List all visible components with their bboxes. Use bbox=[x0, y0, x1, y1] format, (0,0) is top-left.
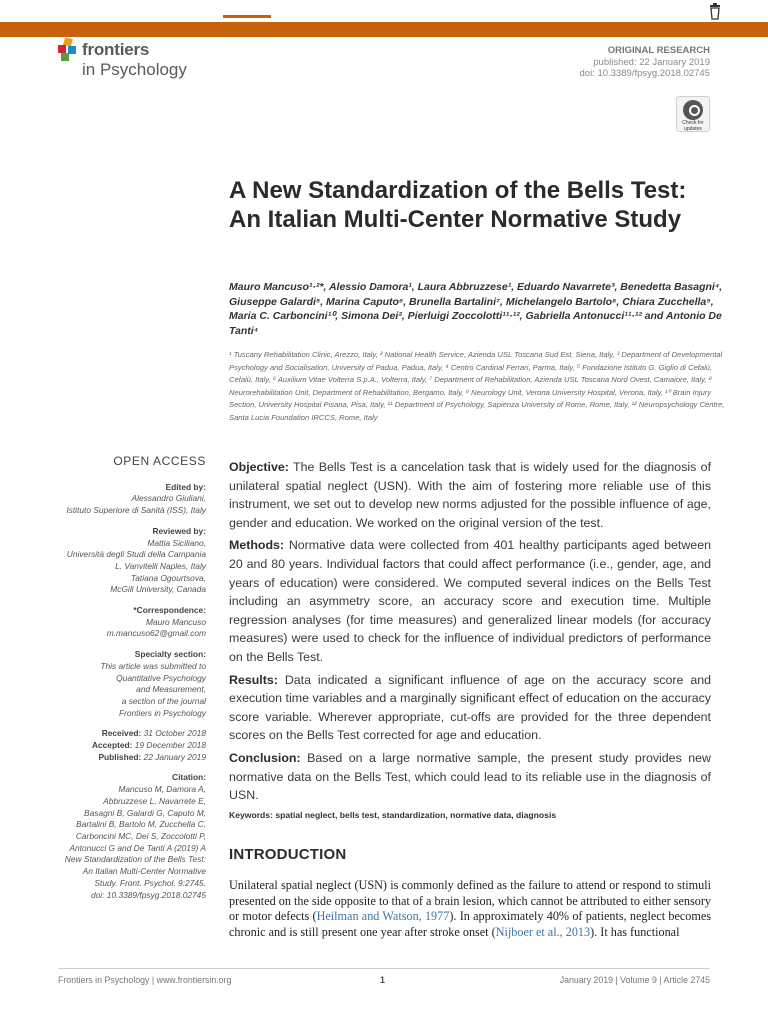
edited-by-section bbox=[40, 482, 206, 517]
active-tab-indicator bbox=[223, 15, 271, 18]
correspondence-section bbox=[40, 605, 206, 640]
received-date bbox=[40, 728, 206, 740]
citation-line: Carboncini MC, Dei S, Zoccolotti P, bbox=[75, 830, 206, 841]
citation-line: Mancuso M, Damora A, bbox=[118, 784, 206, 795]
specialty-heading: Specialty section: bbox=[134, 649, 206, 660]
abstract-methods bbox=[229, 536, 711, 666]
citation-line: Abbruzzese L, Navarrete E, bbox=[103, 795, 206, 806]
doi[interactable]: doi: 10.3389/fpsyg.2018.02745 bbox=[579, 68, 710, 79]
check-for-updates-badge[interactable] bbox=[676, 96, 710, 132]
specialty-section bbox=[40, 649, 206, 719]
accepted-date bbox=[40, 740, 206, 752]
edited-by-heading: Edited by: bbox=[165, 481, 206, 492]
published-date-side bbox=[40, 752, 206, 764]
results-text: Data indicated a significant influence of age on the accuracy score and execution time variables and a marginally significant effect of education on the accuracy score variable. Wherever appropriate, cut-offs are provided for the three dependent scores on the Bells Test corrected for age and education. bbox=[229, 672, 711, 743]
check-updates-label-1: Check for bbox=[682, 120, 704, 126]
keywords: Keywords: spatial neglect, bells test, standardization, normative data, diagnosis bbox=[229, 810, 557, 820]
reviewer-line: L. Vanvitelli Naples, Italy bbox=[115, 560, 206, 571]
intro-text: Unilateral spatial neglect (USN) is commonly defined as the failure to attend or respond to stimuli presented on the side opposite to that of a brain lesion, which cannot be attributed to either sensory or motor defects ( bbox=[229, 878, 711, 924]
accepted-label: Accepted: bbox=[91, 740, 133, 751]
methods-heading: Methods: bbox=[229, 538, 285, 553]
article-type: ORIGINAL RESEARCH bbox=[607, 45, 710, 56]
citation-line: doi: 10.3389/fpsyg.2018.02745 bbox=[90, 889, 206, 900]
footer-page-number: 1 bbox=[380, 975, 385, 985]
citation-section bbox=[40, 772, 206, 901]
trash-icon[interactable] bbox=[708, 2, 722, 20]
footer-journal[interactable]: Frontiers in Psychology | www.frontiersin.org bbox=[58, 975, 232, 985]
specialty-line: and Measurement, bbox=[136, 684, 206, 695]
frontiers-logo-icon bbox=[58, 38, 80, 62]
reviewed-by-section bbox=[40, 526, 206, 596]
published-date: published: 22 January 2019 bbox=[593, 56, 710, 68]
correspondence-email[interactable]: m.mancuso62@gmail.com bbox=[106, 628, 206, 639]
specialty-line: Quantitative Psychology bbox=[116, 672, 206, 683]
correspondence-name: Mauro Mancuso bbox=[145, 616, 206, 627]
check-updates-icon bbox=[683, 100, 703, 120]
citation-link[interactable]: Nijboer et al., 2013 bbox=[495, 924, 591, 939]
specialty-line: This article was submitted to bbox=[100, 660, 206, 671]
correspondence-heading: *Correspondence: bbox=[133, 605, 206, 616]
abstract-conclusion bbox=[229, 749, 711, 805]
editor-affiliation: Istituto Superiore di Sanità (ISS), Italy bbox=[66, 505, 206, 516]
conclusion-heading: Conclusion: bbox=[229, 750, 301, 765]
reviewer-line: McGill University, Canada bbox=[110, 584, 206, 595]
citation-line: An Italian Multi-Center Normative bbox=[82, 866, 206, 877]
citation-line: Bartalini B, Bartolo M, Zucchella C, bbox=[76, 819, 206, 830]
reviewer-line: Mattia Siciliano, bbox=[147, 537, 206, 548]
footer-divider bbox=[58, 968, 710, 969]
citation-line: Study. Front. Psychol. 9:2745. bbox=[94, 877, 206, 888]
footer-issue: January 2019 | Volume 9 | Article 2745 bbox=[559, 975, 710, 985]
reviewed-by-heading: Reviewed by: bbox=[152, 525, 206, 536]
accepted-value: 19 December 2018 bbox=[134, 740, 206, 751]
published-label: Published: bbox=[98, 751, 142, 762]
abstract-results bbox=[229, 671, 711, 745]
objective-text: The Bells Test is a cancelation task that is widely used for the diagnosis of unilateral spatial neglect (USN). With the aim of fostering more reliable use of this instrument, we set out to develop new norms adjusted for the possible influence of age, gender and education. We worked on the original version of the test. bbox=[229, 460, 712, 530]
dates-section bbox=[40, 728, 206, 763]
citation-link[interactable]: Heilman and Watson, 1977 bbox=[316, 909, 450, 924]
abstract-objective bbox=[229, 458, 711, 532]
journal-name-line1: frontiers bbox=[82, 40, 150, 59]
check-updates-label-2: updates bbox=[684, 125, 702, 132]
objective-heading: Objective: bbox=[229, 460, 289, 474]
editor-name: Alessandro Giuliani, bbox=[131, 493, 206, 504]
specialty-line: a section of the journal bbox=[121, 695, 206, 706]
open-access-label: OPEN ACCESS bbox=[113, 454, 206, 468]
journal-name-line2: in Psychology bbox=[82, 60, 187, 79]
citation-line: Antonucci G and De Tanti A (2019) A bbox=[69, 842, 206, 853]
results-heading: Results: bbox=[229, 672, 278, 687]
top-bar bbox=[0, 0, 768, 37]
methods-text: Normative data were collected from 401 healthy participants aged between 20 and 80 years. Individual factors that could affect performance (i.e., gender, age, and years of education) were considered. We computed several indices on the Bells Test including an asymmetry score, an accuracy score and execution time. Multiple regression analyses (for time measures) and generalized linear models (for accuracy measures) were used to check for the influence of individual predictors of performance on the Bells Test. bbox=[229, 538, 711, 664]
article-title: A New Standardization of the Bells Test: An Italian Multi-Center Normative Study bbox=[229, 177, 687, 233]
citation-line: New Standardization of the Bells Test: bbox=[64, 854, 206, 865]
journal-logo bbox=[58, 34, 208, 84]
citation-line: Basagni B, Galardi G, Caputo M, bbox=[84, 807, 206, 818]
citation-heading: Citation: bbox=[172, 772, 206, 783]
received-label: Received: bbox=[101, 728, 142, 739]
published-value: 22 January 2019 bbox=[143, 751, 206, 762]
article-sidebar bbox=[40, 456, 206, 910]
abstract bbox=[229, 458, 711, 809]
reviewer-line: Tatiana Ogourtsova, bbox=[130, 572, 206, 583]
conclusion-text: Based on a large normative sample, the present study provides new normative data on the Bells Test, which could lead to its reliable use in the diagnosis of USN. bbox=[229, 750, 711, 803]
article-meta bbox=[580, 45, 710, 80]
author-list[interactable]: Mauro Mancuso¹·²*, Alessio Damora¹, Laura Abbruzzese¹, Eduardo Navarrete³, Benedetta Basagni⁴, Giuseppe Galardi⁵, Marina Caputo⁶, Brunella Bartalini⁷, Michelangelo Bartolo⁸, Chiara Zucchella⁹, Maria C. Carboncini¹⁰, Simona Dei², Pierluigi Zoccolotti¹¹·¹², Gabriella Antonucci¹¹·¹² and Antonio De Tanti⁴ bbox=[229, 281, 723, 337]
reviewer-line: Università degli Studi della Campania bbox=[66, 549, 206, 560]
intro-paragraph bbox=[229, 878, 711, 940]
intro-text: ). It has functional bbox=[590, 924, 680, 939]
affiliations: ¹ Tuscany Rehabilitation Clinic, Arezzo, Italy, ² National Health Service, Azienda USL Toscana Sud Est, Siena, Italy, ³ Department of Developmental Psychology and Socialisation, University of Padua, Padua, Italy, ⁴ Centro Cardinal Ferrari, Parma, Italy, ⁵ Fondazione Istituto G. Giglio di Cefalù, Cefalù, Italy, ⁶ Auxilium Vitae Volterra S.p.A., Volterra, Italy, ⁷ Department of Rehabilitation, Azienda USL Toscana Nord Ovest, Camaiore, Italy, ⁸ Neurorehabilitation Unit, Department of Rehabilitation, Bergamo, Italy, ⁹ Neurology Unit, Verona University Hospital, Verona, Italy, ¹⁰ Brain Injury Section, University Hospital Pisana, Pisa, Italy, ¹¹ Department of Psychology, Sapienza University of Rome, Rome, Italy, ¹² Neuropsychology Centre, Santa Lucia Foundation IRCCS, Rome, Italy bbox=[229, 350, 725, 422]
intro-text: ). In approximately 40% of patients, neglect becomes chronic and is still present one year after stroke onset ( bbox=[229, 909, 711, 939]
section-heading-introduction: INTRODUCTION bbox=[229, 846, 347, 863]
specialty-line: Frontiers in Psychology bbox=[118, 707, 206, 718]
received-value: 31 October 2018 bbox=[143, 728, 206, 739]
